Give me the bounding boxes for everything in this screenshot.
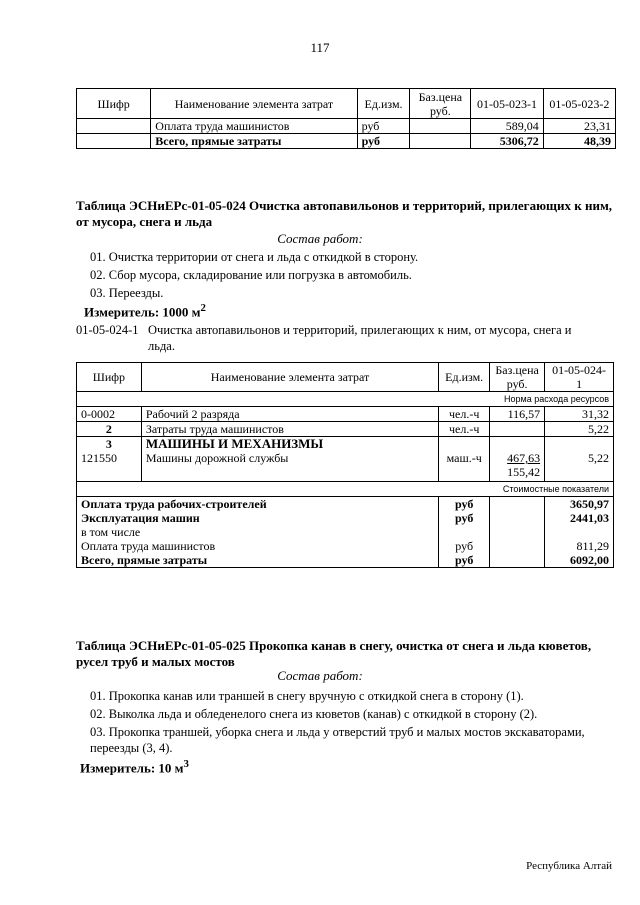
header-name: Наименование элемента затрат [151,89,357,119]
work-item: 02. Выколка льда и обледенелого снега из кюветов (канав) с откидкой в сторону (2). [90,707,538,721]
work-item: 03. Прокопка траншей, уборка снега и льда у отверстий труб и малых мостов экскаваторами, [90,725,585,739]
table-row: Оплата труда машинистов руб 811,29 [77,539,614,553]
table-01-05-024 [76,362,614,568]
table-row: Эксплуатация машин руб 2441,03 [77,511,614,525]
table-01-05-023 [76,88,616,149]
header-price: Баз.цена руб. [410,89,471,119]
table-row: 0-0002 Рабочий 2 разряда чел.-ч 116,57 31,32 [77,407,614,422]
table-row: Оплата труда машинистов руб 589,04 23,31 [77,119,616,134]
measure-unit: Измеритель: 10 $м^3$ [80,758,189,776]
header-name: Наименование элемента затрат [141,363,438,392]
norm-description: Очистка автопавильонов и территорий, прилегающих к ним, от мусора, снега и льда. [148,323,572,353]
header-col2: 01-05-023-2 [543,89,615,119]
norm-code: 01-05-024-1 [76,323,139,337]
stoim-label: Стоимостные показатели [77,481,614,496]
work-item: 02. Сбор мусора, складирование или погрузка в автомобиль. [90,268,412,282]
table-row: 3 МАШИНЫ И МЕХАНИЗМЫ [77,437,614,452]
sostav-heading: Состав работ: [277,231,363,246]
header-price: Баз.цена руб. [490,363,545,392]
header-unit: Ед.изм. [439,363,490,392]
measure-unit: Измеритель: 1000 $м^2$ [84,302,206,320]
work-item: 01. Очистка территории от снега и льда с откидкой в сторону. [90,250,419,264]
table-row: Оплата труда рабочих-строителей руб 3650,97 [77,496,614,511]
table-row: в том числе [77,525,614,539]
norma-label: Норма расхода ресурсов [77,392,614,407]
header-unit: Ед.изм. [357,89,410,119]
sostav-heading: Состав работ: [277,668,363,683]
work-item: переезды (3, 4). [90,741,173,755]
header-col1: 01-05-024-1 [545,363,614,392]
header-code: Шифр [77,363,142,392]
page-number: 117 [310,40,330,55]
footer-region: Республика Алтай [526,860,612,872]
table-row: 2 Затраты труда машинистов чел.-ч 5,22 [77,422,614,437]
work-item: 01. Прокопка канав или траншей в снегу вручную с откидкой снега в сторону (1). [90,689,524,703]
work-item: 03. Переезды. [90,286,164,300]
table-row: 121550 Машины дорожной службы маш.-ч 467,63 155,42 5,22 [77,451,614,481]
table-row: Всего, прямые затраты руб 5306,72 48,39 [77,134,616,149]
table-row: Всего, прямые затраты руб 6092,00 [77,553,614,568]
header-col1: 01-05-023-1 [471,89,543,119]
section-title: Таблица ЭСНиЕРс-01-05-024 Очистка автопавильонов и территорий, прилегающих к ним, от мусора, снега и льда [76,198,613,229]
header-code: Шифр [77,89,151,119]
section-title: Таблица ЭСНиЕРс-01-05-025 Прокопка канав в снегу, очистка от снега и льда кюветов, русел труб и малых мостов [76,638,592,669]
